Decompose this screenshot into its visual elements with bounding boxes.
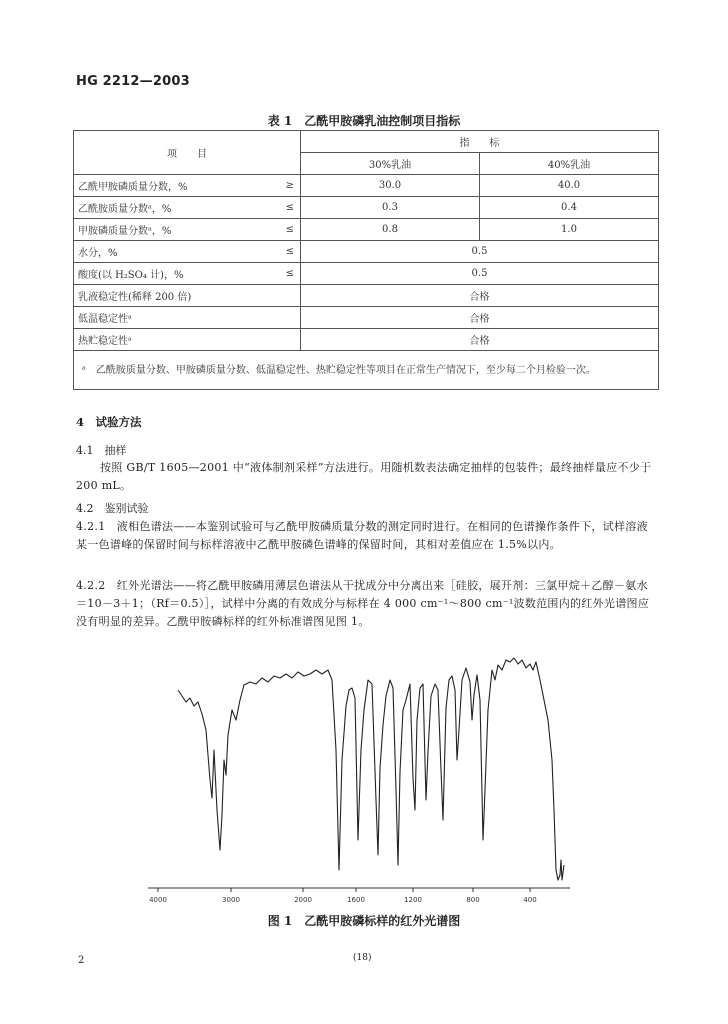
specification-table	[73, 130, 659, 390]
header-index: 指 标	[301, 131, 659, 153]
row-operator	[276, 329, 301, 351]
table-row	[74, 285, 659, 307]
x-tick-label: 2000	[294, 896, 312, 904]
x-tick-label: 3000	[222, 896, 240, 904]
section-4-title: 4 试验方法	[76, 415, 142, 429]
row-value-40: 40.0	[480, 175, 659, 197]
row-value: 0.5	[301, 241, 659, 263]
table-row	[74, 329, 659, 351]
figure-caption: 图 1 乙酰甲胺磷标样的红外光谱图	[267, 914, 461, 928]
table-row	[74, 175, 659, 197]
row-operator: ≤	[276, 197, 301, 219]
row-value: 合格	[301, 329, 659, 351]
x-tick-label: 800	[466, 896, 480, 904]
row-label: 酸度(以 H₂SO₄ 计)，%	[74, 263, 277, 285]
section-4-2-2-text: 4.2.2 红外光谱法——将乙酰甲胺磷用薄层色谱法从干扰成分中分离出来［硅胶，展开剂：三氯甲烷＋乙醇－氨水＝10－3＋1；（Rf＝0.5）］，试样中分离的有效成分与标样在 4 000 cm⁻¹～800 cm⁻¹波数范围内的红外光谱图应没有明显的差异。乙酰甲胺磷标样的红外标准谱图见图 1。	[76, 579, 650, 628]
header-col-40: 40%乳油	[480, 153, 659, 175]
section-4-2-title: 4.2 鉴别试验	[76, 502, 149, 515]
table-row	[74, 241, 659, 263]
table-row	[74, 263, 659, 285]
row-label: 水分，%	[74, 241, 277, 263]
spectrum-trace	[178, 658, 564, 880]
table-row	[74, 219, 659, 241]
row-value: 合格	[301, 285, 659, 307]
x-tick-label: 4000	[149, 896, 167, 904]
table-row	[74, 197, 659, 219]
section-4-2-1-text: 4.2.1 液相色谱法——本鉴别试验可与乙酰甲胺磷质量分数的测定同时进行。在相同的色谱操作条件下，试样溶液某一色谱峰的保留时间与标样溶液中乙酰甲胺磷色谱峰的保留时间，其相对差值应在 1.5%以内。	[76, 520, 648, 551]
x-tick-label: 1600	[347, 896, 365, 904]
row-label: 乙酰甲胺磷质量分数，%	[74, 175, 277, 197]
table-caption: 表 1 乙酰甲胺磷乳油控制项目指标	[267, 114, 461, 128]
page-number: 2	[78, 955, 85, 966]
table-row	[74, 307, 659, 329]
row-operator: ≤	[276, 263, 301, 285]
row-label: 乳液稳定性(稀释 200 倍)	[74, 285, 277, 307]
row-operator	[276, 285, 301, 307]
row-operator: ≤	[276, 219, 301, 241]
table-footnote: ᵃ 乙酰胺质量分数、甲胺磷质量分数、低温稳定性、热贮稳定性等项目在正常生产情况下，至少每二个月检验一次。	[74, 351, 659, 390]
row-operator	[276, 307, 301, 329]
header-col-30: 30%乳油	[301, 153, 480, 175]
section-4-1-text: 按照 GB/T 1605—2001 中“液体制剂采样”方法进行。用随机数表法确定抽样的包装件；最终抽样量应不少于 200 mL。	[76, 461, 652, 492]
ir-spectrum-figure	[140, 640, 580, 905]
row-operator: ≥	[276, 175, 301, 197]
row-value-30: 30.0	[301, 175, 480, 197]
row-value: 0.5	[301, 263, 659, 285]
section-4-1-title: 4.1 抽样	[76, 444, 127, 457]
page-code: (18)	[353, 953, 372, 963]
row-value: 合格	[301, 307, 659, 329]
table-header-row	[74, 131, 659, 153]
standard-number: HG 2212—2003	[76, 74, 190, 89]
row-label: 低温稳定性ᵃ	[74, 307, 277, 329]
row-value-30: 0.8	[301, 219, 480, 241]
spectrum-x-ticks	[158, 888, 530, 892]
row-label: 甲胺磷质量分数ᵃ，%	[74, 219, 277, 241]
x-tick-label: 1200	[404, 896, 422, 904]
row-value-40: 0.4	[480, 197, 659, 219]
row-label: 热贮稳定性ᵃ	[74, 329, 277, 351]
row-label: 乙酰胺质量分数ᵃ，%	[74, 197, 277, 219]
row-operator: ≤	[276, 241, 301, 263]
row-value-40: 1.0	[480, 219, 659, 241]
header-item: 项 目	[74, 131, 301, 175]
row-value-30: 0.3	[301, 197, 480, 219]
x-tick-label: 400	[523, 896, 537, 904]
table-footnote-row	[74, 351, 659, 390]
